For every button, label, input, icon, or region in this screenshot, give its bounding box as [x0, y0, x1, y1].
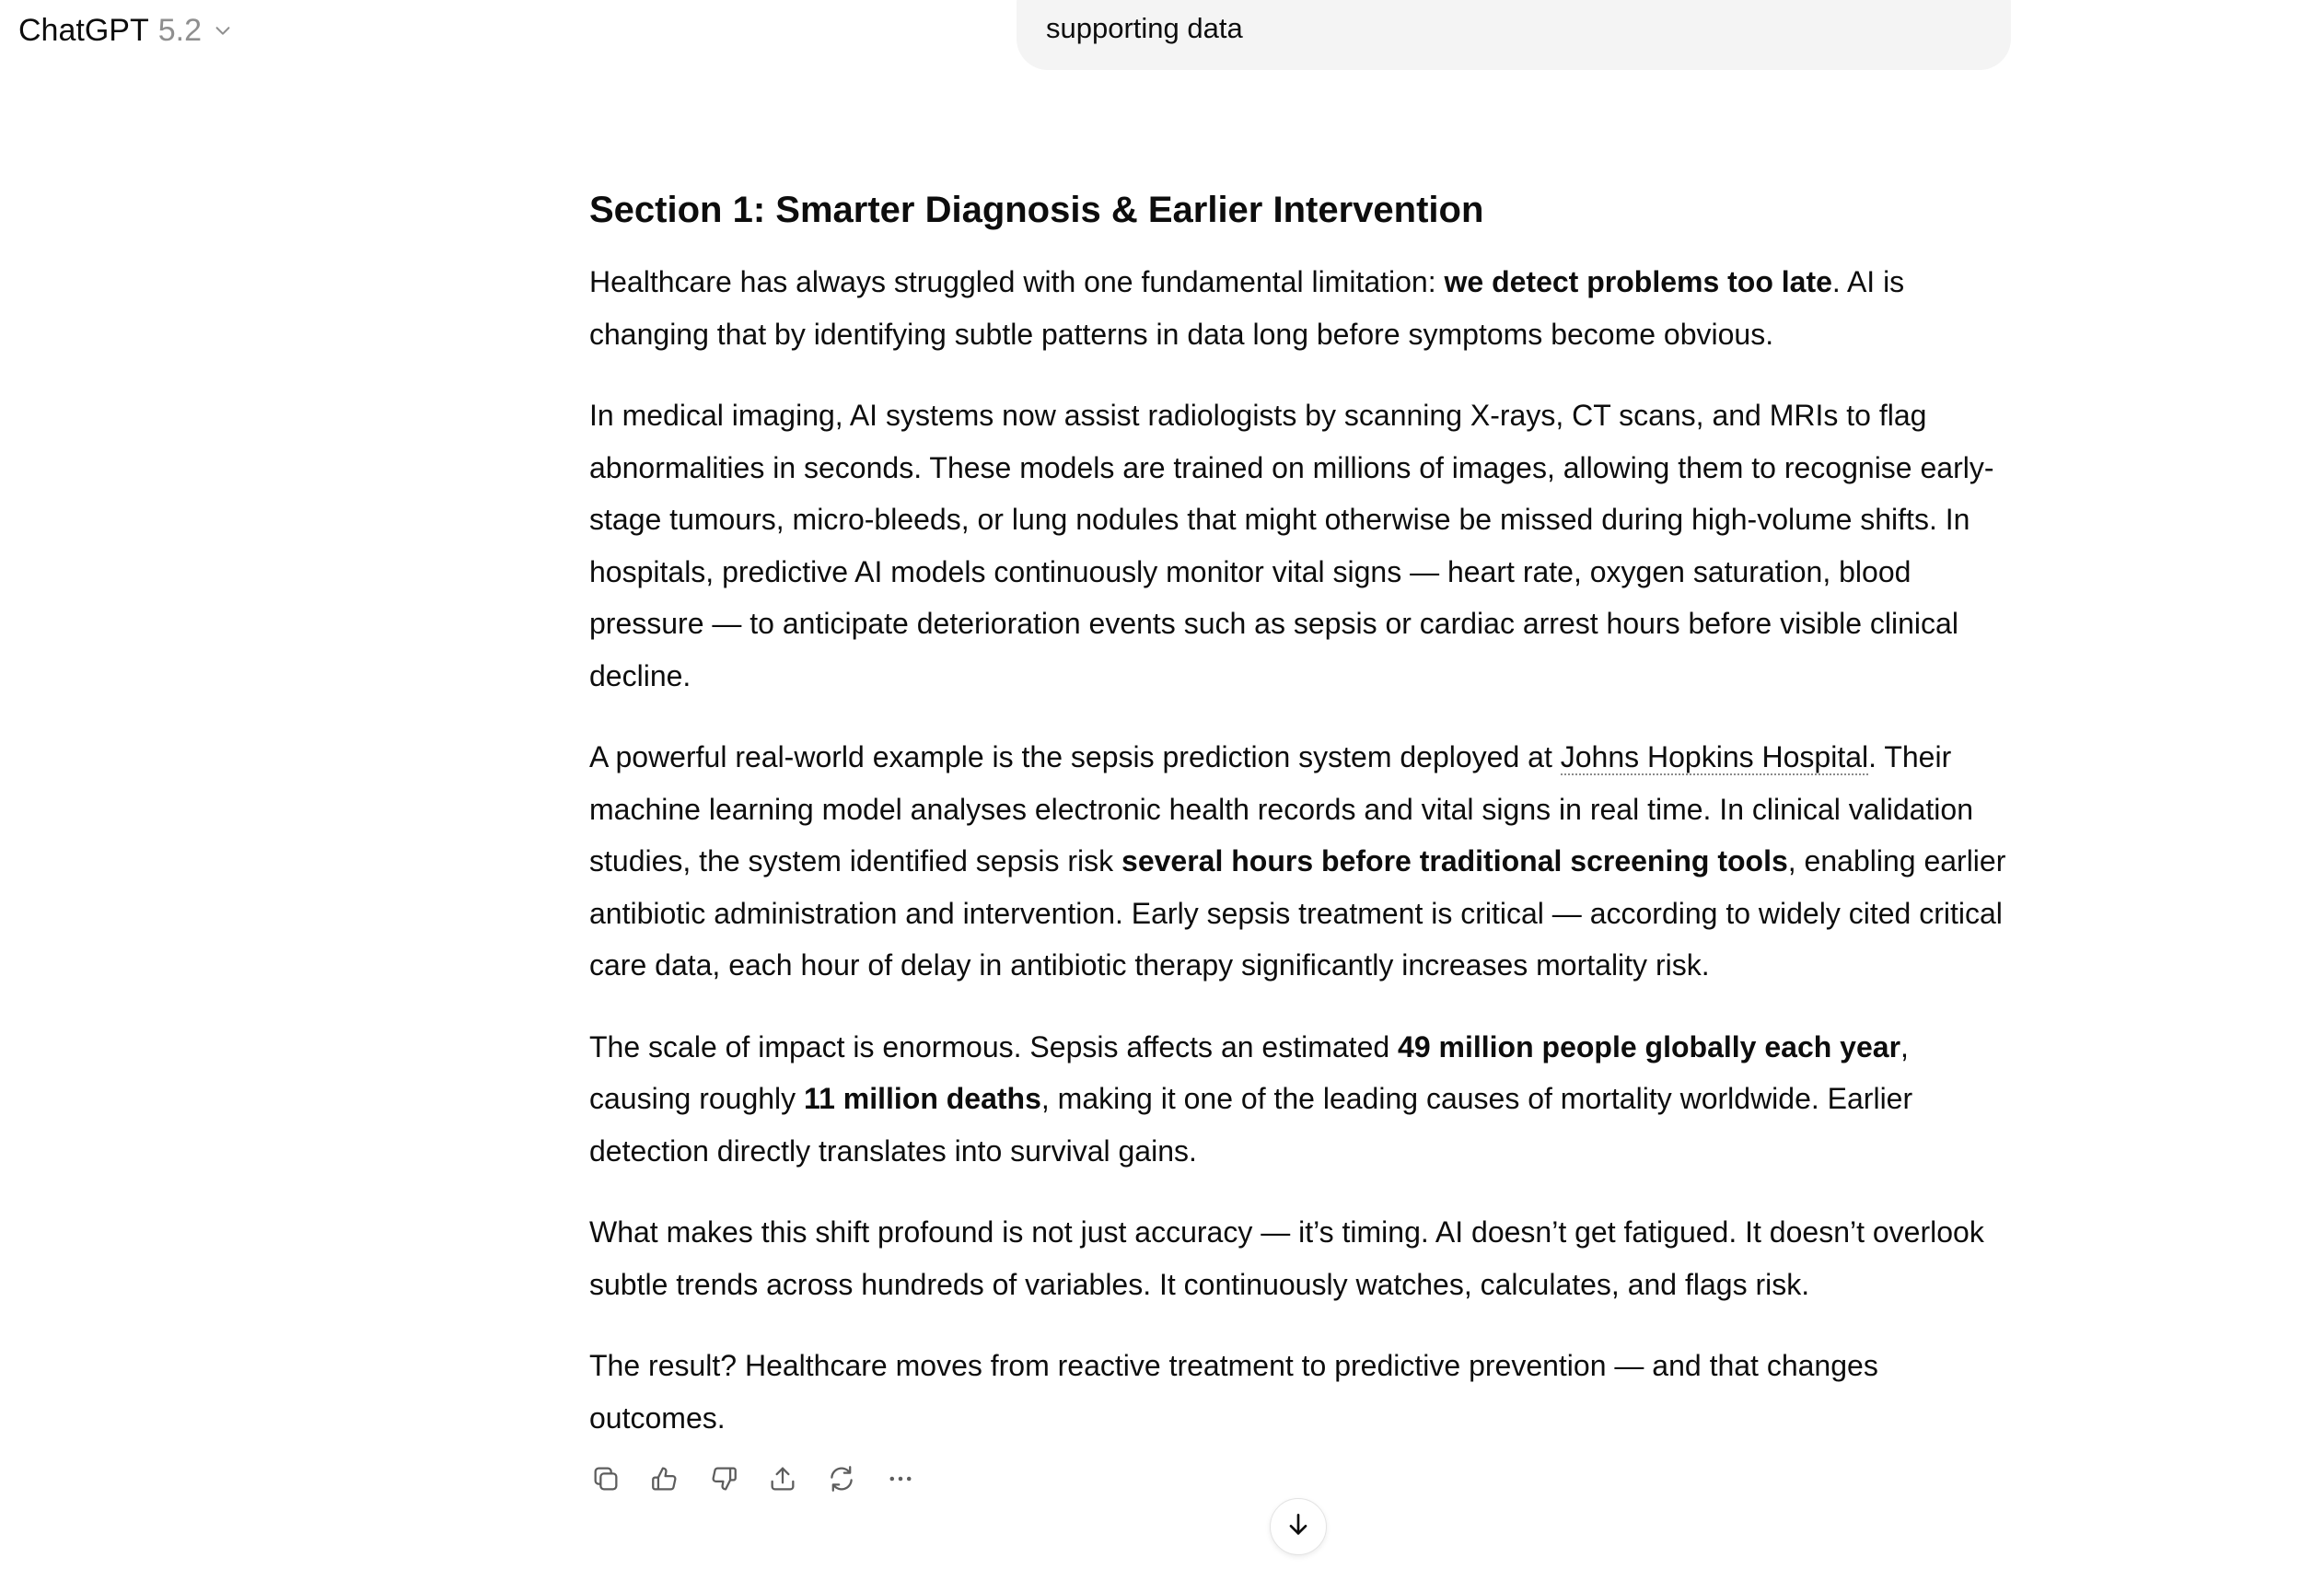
paragraph-3-text-b: . Their machine learning model analyses electronic health records and vital signs in real time. In clinical validation studies, the system identified sepsis risk [589, 740, 1973, 877]
paragraph-2: In medical imaging, AI systems now assist radiologists by scanning X-rays, CT scans, and MRIs to flag abnormalities in seconds. These models are trained on millions of images, allowing them to recognise early-stage tumours, micro-bleeds, or lung nodules that might otherwise be missed during high-volume shifts. In hospitals, predictive AI models continuously monitor vital signs — heart rate, oxygen saturation, blood pressure — to anticipate deterioration events such as sepsis or cardiac arrest hours before visible clinical decline. [589, 399, 1994, 692]
thumbs-up-button[interactable] [645, 1460, 685, 1501]
paragraph-4-bold-2: 11 million deaths [804, 1082, 1041, 1115]
scroll-to-bottom-button[interactable] [1270, 1498, 1327, 1555]
user-message-text: supporting data [1046, 12, 1243, 44]
app-name: ChatGPT [18, 12, 149, 48]
paragraph-6: The result? Healthcare moves from reactive treatment to predictive prevention — and that changes outcomes. [589, 1349, 1878, 1435]
share-icon [767, 1463, 798, 1499]
paragraph-1-text-a: Healthcare has always struggled with one fundamental limitation: [589, 265, 1445, 298]
paragraph-4-text-a: The scale of impact is enormous. Sepsis affects an estimated [589, 1029, 1399, 1063]
entity-link-johns-hopkins[interactable]: Johns Hopkins Hospital [1560, 740, 1869, 773]
paragraph-5: What makes this shift profound is not just accuracy — it’s timing. AI doesn’t get fatigued. It doesn’t overlook subtle trends across hundreds of variables. It continuously watches, calculates, and flags risk. [589, 1215, 1984, 1301]
more-horizontal-icon [885, 1463, 916, 1499]
paragraph-1-text-c: . AI is changing that by identifying subtle patterns in data long before symptoms become obvious. [589, 265, 1905, 351]
refresh-icon [826, 1463, 857, 1499]
paragraph-3-text-d: , enabling earlier antibiotic administration and intervention. Early sepsis treatment is critical — according to widely cited critical care data, each hour of delay in antibiotic therapy significantly increases mortality risk. [589, 844, 2006, 982]
section-heading: Section 1: Smarter Diagnosis & Earlier Intervention [589, 190, 1484, 230]
share-button[interactable] [762, 1460, 803, 1501]
paragraph-3-text-a: A powerful real-world example is the sepsis prediction system deployed at [589, 740, 1561, 773]
chevron-down-icon [213, 20, 233, 41]
thumbs-down-button[interactable] [703, 1460, 744, 1501]
message-action-bar [586, 1460, 921, 1501]
copy-icon [590, 1463, 622, 1499]
copy-button[interactable] [586, 1460, 626, 1501]
paragraph-4-bold-1: 49 million people globally each year [1398, 1029, 1901, 1063]
arrow-down-icon [1284, 1510, 1313, 1544]
paragraph-1 [589, 256, 2015, 360]
model-version: 5.2 [157, 12, 202, 48]
paragraph-3 [589, 731, 2015, 992]
paragraph-3-bold: several hours before traditional screening tools [1121, 844, 1788, 877]
thumbs-up-icon [649, 1463, 680, 1499]
thumbs-down-icon [708, 1463, 739, 1499]
paragraph-4-text-e: , making it one of the leading causes of mortality worldwide. Earlier detection directly translates into survival gains. [589, 1082, 1913, 1168]
regenerate-button[interactable] [821, 1460, 862, 1501]
more-options-button[interactable] [880, 1460, 921, 1501]
paragraph-4 [589, 1021, 2015, 1178]
paragraph-1-bold: we detect problems too late [1444, 265, 1832, 298]
user-message-bubble [1017, 0, 2011, 70]
model-switcher[interactable] [18, 7, 233, 53]
paragraph-4-text-c: , causing roughly [589, 1029, 1909, 1115]
assistant-message [589, 182, 2015, 1473]
